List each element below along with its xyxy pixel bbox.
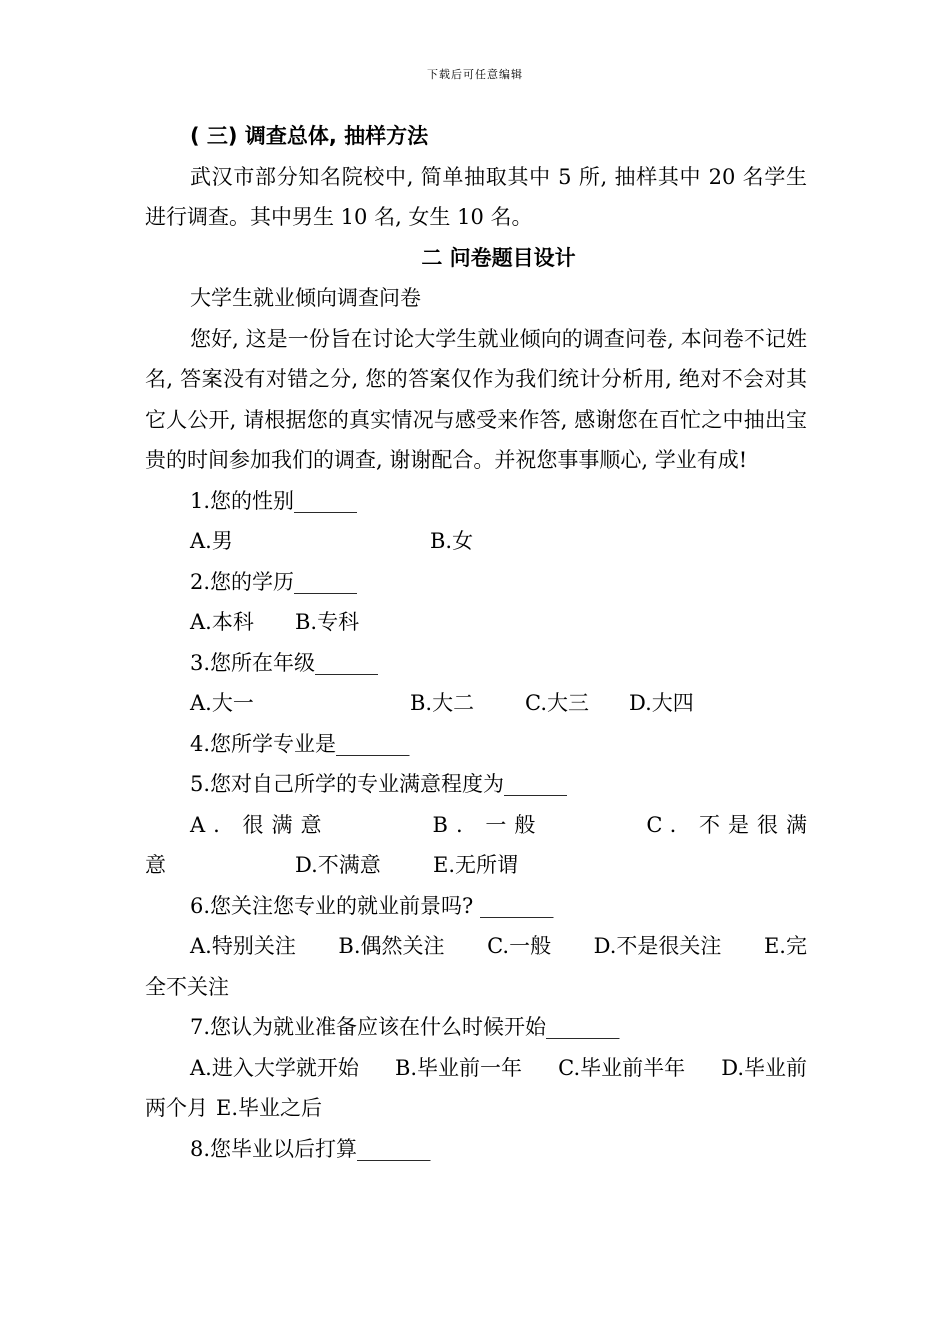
option: D.毕业前 [721,1055,807,1080]
section3-title: ( 三) 调查总体, 抽样方法 [190,124,429,148]
question-5-options-cont [145,845,807,886]
option: A. 很满意 [190,812,330,837]
survey-intro: 您好, 这是一份旨在讨论大学生就业倾向的调查问卷, 本问卷不记姓名, 答案没有对错之分, 您的答案仅作为我们统计分析用, 绝对不会对其它人公开, 请根据您的真实情况与感受来作答, 感谢您在百忙之中抽出宝贵的时间参加我们的调查, 谢谢配合。并祝您事事顺心, 学业有成! [145,326,807,472]
option: D.大四 [629,691,694,715]
option: 意 [145,853,166,877]
option: 两个月 [145,1096,208,1120]
option: E.完 [763,934,807,958]
question-2-options [145,602,807,643]
option: D.不是很关注 [593,934,722,958]
page-header: 下载后可任意编辑 [427,68,523,81]
question-8: 8.您毕业以后打算_______ [190,1136,431,1161]
option: A.本科 [190,610,254,634]
document-body [145,116,815,1169]
section2-title: 二 问卷题目设计 [421,245,576,270]
question-4: 4.您所学专业是_______ [190,731,410,756]
option: A.大一 [190,691,254,715]
question-5-options [145,805,815,846]
option: D.不满意 [295,853,381,877]
option: B. 一般 [432,812,544,837]
question-2: 2.您的学历______ [190,569,358,594]
question-6: 6.您关注您专业的就业前景吗? _______ [190,893,554,918]
survey-title: 大学生就业倾向调查问卷 [190,286,421,310]
question-7-options-cont [145,1088,807,1129]
question-3: 3.您所在年级______ [190,650,379,675]
option: C.一般 [487,934,552,958]
question-7: 7.您认为就业准备应该在什么时候开始_______ [190,1015,620,1039]
option: A.男 [190,529,233,553]
option: A.进入大学就开始 [190,1055,359,1080]
option: B.毕业前一年 [394,1055,523,1080]
question-5: 5.您对自己所学的专业满意程度为______ [190,772,568,796]
option: C.毕业前半年 [558,1055,686,1080]
question-3-options [145,683,807,724]
option: E.毕业之后 [216,1096,323,1120]
option: B.偶然关注 [338,934,445,958]
option: C.大三 [525,691,589,715]
option: B.专科 [295,610,360,634]
question-6-options [145,926,807,967]
option: B.大二 [410,691,475,715]
option: A.特别关注 [190,934,296,958]
option: C. 不是很满 [646,812,815,837]
section3-text: 武汉市部分知名院校中, 简单抽取其中 5 所, 抽样其中 20 名学生进行调查。其中男生 10 名, 女生 10 名。 [145,164,807,229]
question-6-options-cont: 全不关注 [145,974,229,999]
question-1: 1.您的性别______ [190,488,358,513]
question-1-options [145,521,807,562]
option: E.无所谓 [433,853,519,877]
question-7-options [145,1048,807,1089]
option: B.女 [430,529,474,553]
